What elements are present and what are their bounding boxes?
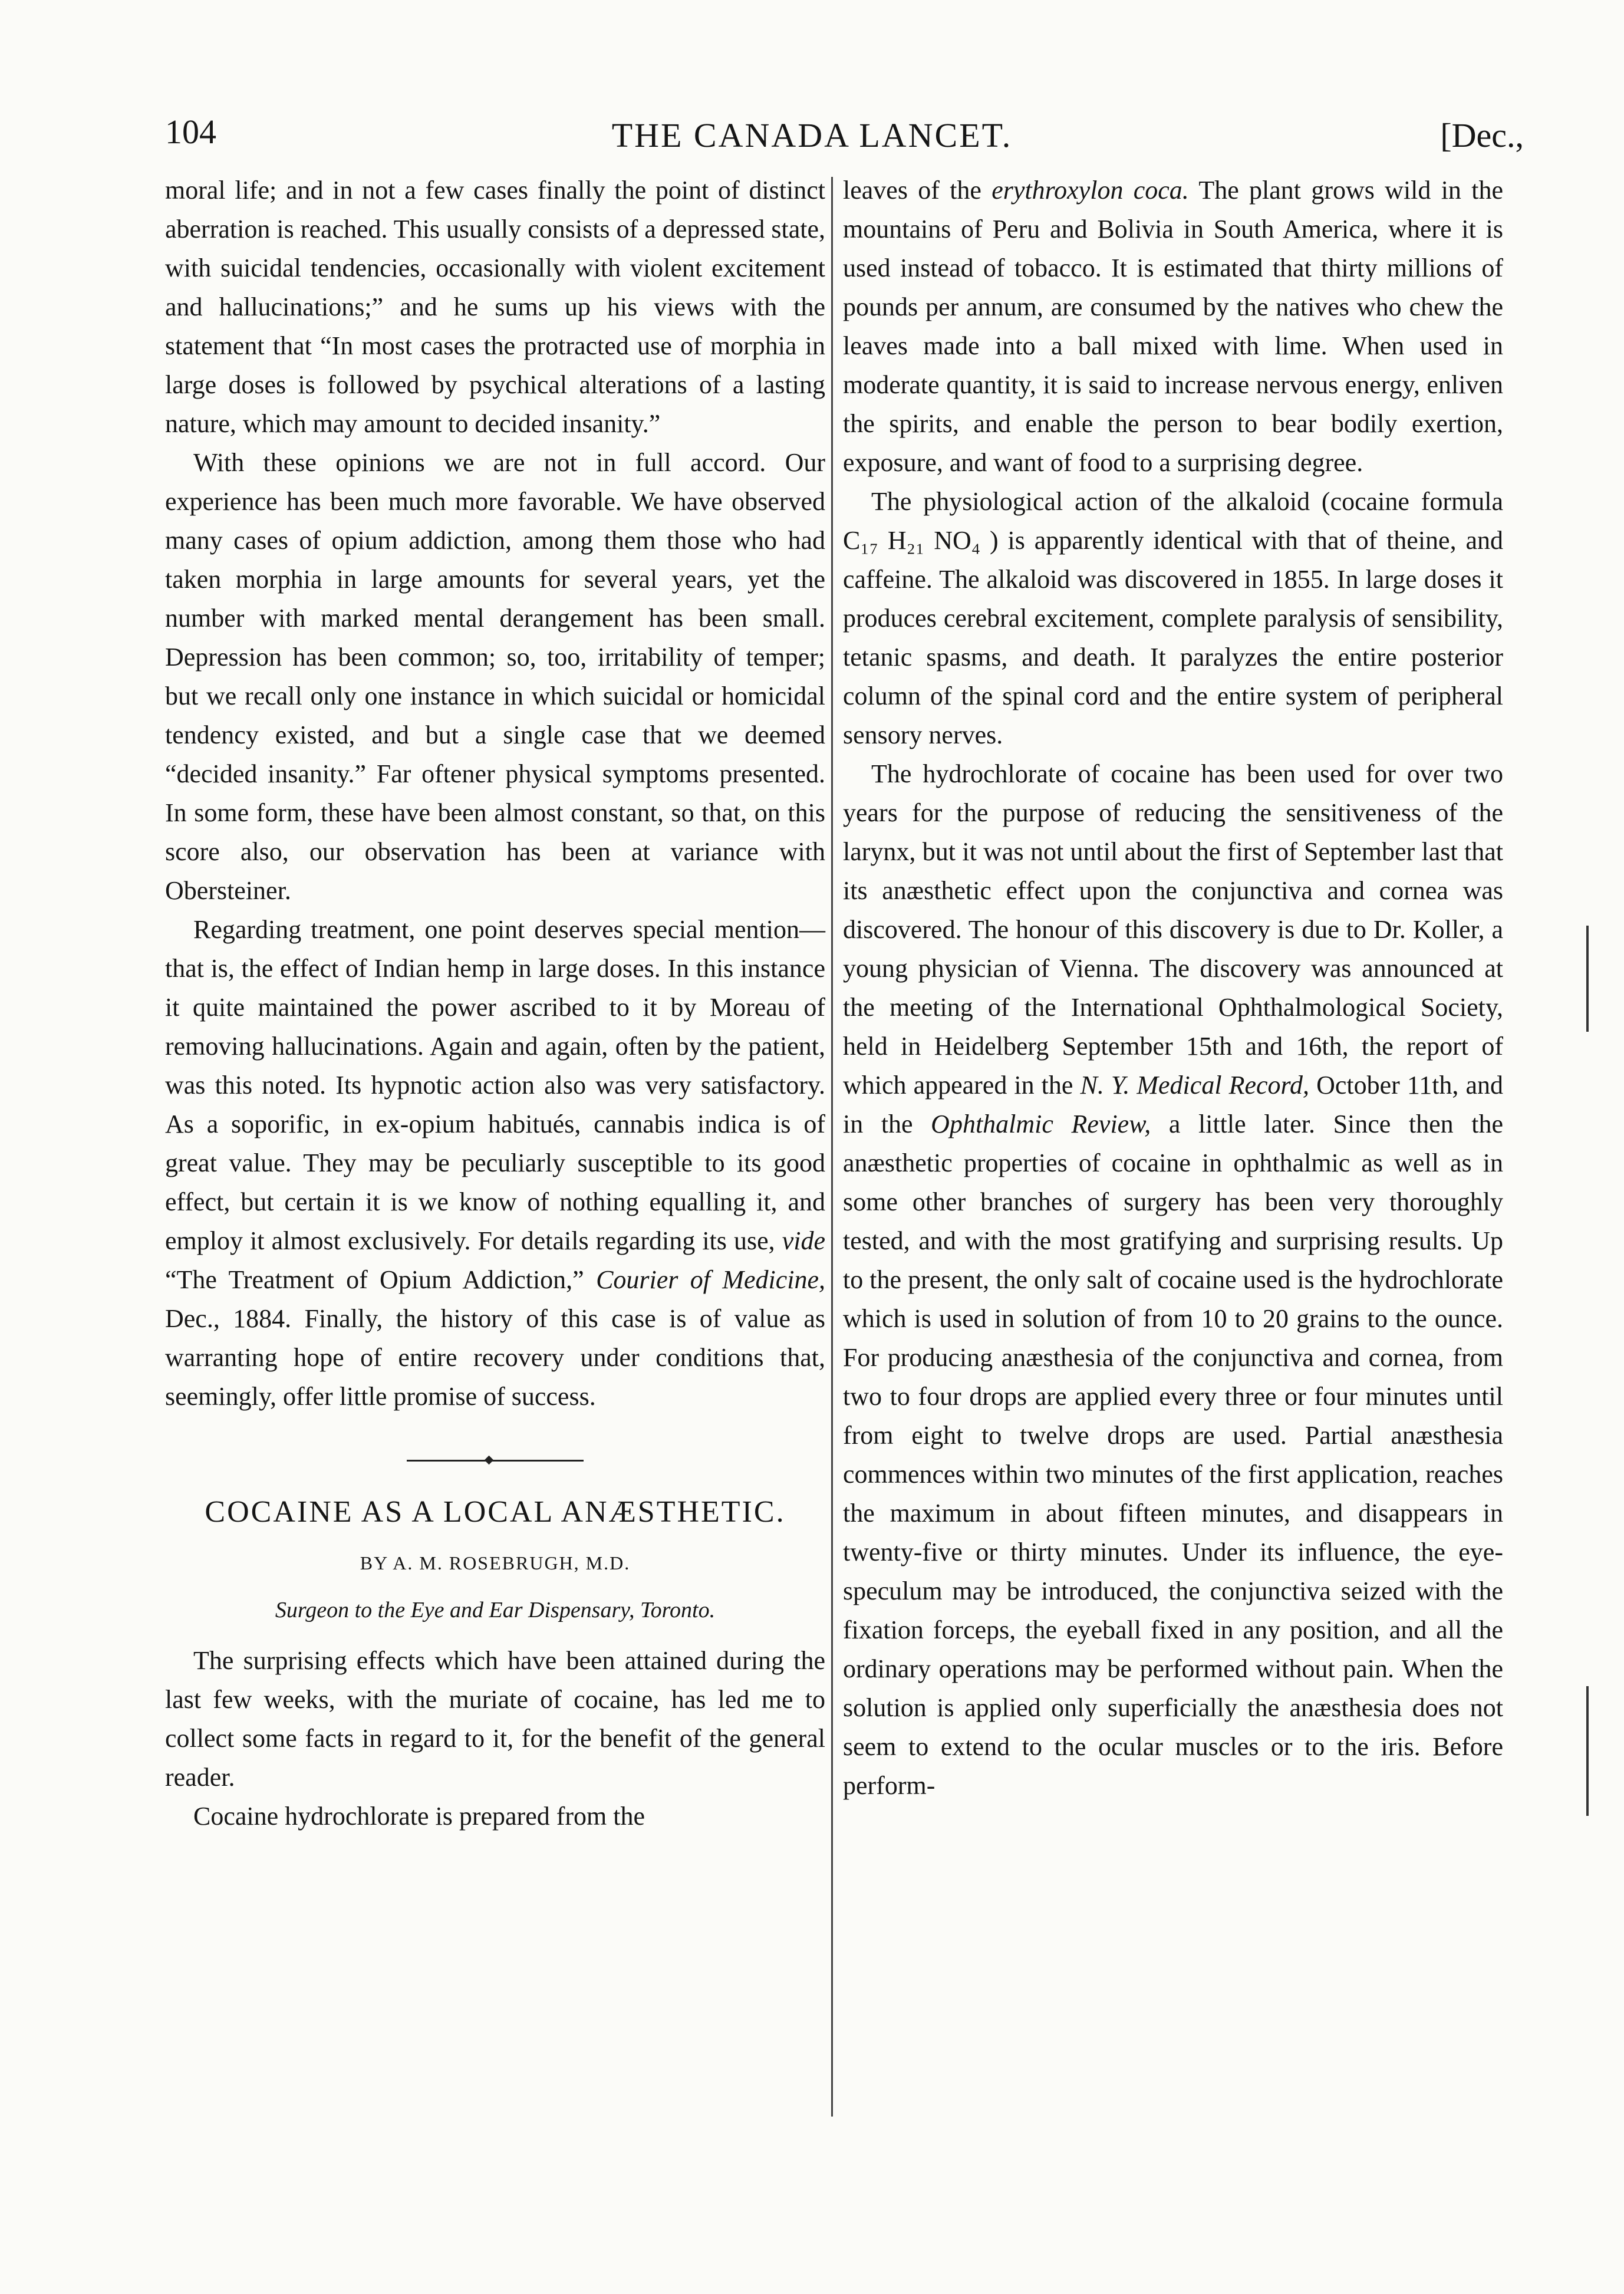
article-title: COCAINE AS A LOCAL ANÆSTHETIC. xyxy=(205,1495,786,1529)
left-column xyxy=(165,171,825,1836)
margin-mark xyxy=(1586,1686,1589,1816)
page-number: 104 xyxy=(165,113,216,151)
emphasis-journal: N. Y. Medical Record, xyxy=(1080,1071,1310,1100)
paragraph: moral life; and in not a few cases finally the point of distinct aberration is reached. This usually consists of a depressed state, with suicidal tendencies, occasionally with violent excitement and hallucinations;” and he sums up his views with the statement that “In most cases the protracted use of morphia in large doses is followed by psychical alterations of a lasting nature, which may amount to decided insanity.” xyxy=(165,176,825,438)
section-divider xyxy=(407,1457,584,1463)
right-column xyxy=(843,171,1503,1805)
paragraph: leaves of the erythroxylon coca. The plant grows wild in the mountains of Peru and Bolivia in South America, where it is used instead of tobacco. It is estimated that thirty millions of pounds per annum, are consumed by the natives who chew the leaves made into a ball mixed with lime. When used in moderate quantity, it is said to increase nervous energy, enliven the spirits, and enable the person to bear bodily exertion, exposure, and want of food to a surprising degree. xyxy=(843,176,1503,477)
paragraph: Regarding treatment, one point deserves special mention—that is, the effect of Indian hemp in large doses. In this instance it quite maintained the power ascribed to it by Moreau of removing hallucinations. Again and again, often by the patient, was this noted. Its hypnotic action also was very satisfactory. As a soporific, in ex-opium habitués, cannabis indica is of great value. They may be peculiarly susceptible to its good effect, but certain it is we know of nothing equalling it, and employ it almost exclusively. For details regarding its use, vide “The Treatment of Opium Addiction,” Courier of Medicine, Dec., 1884. Finally, the history of this case is of value as warranting hope of entire recovery under conditions that, seemingly, offer little promise of success. xyxy=(165,915,826,1411)
emphasis-journal: Ophthalmic Review, xyxy=(931,1110,1151,1138)
paragraph: Cocaine hydrochlorate is prepared from the xyxy=(193,1802,645,1831)
issue-month: [Dec., xyxy=(1440,116,1524,154)
paragraph: With these opinions we are not in full accord. Our experience has been much more favorable. We have observed many cases of opium addiction, among them those who had taken morphia in large amounts for several years, yet the number with marked mental derangement has been small. Depression has been common; so, too, irritability of temper; but we recall only one instance in which suicidal or homicidal tendency existed, and but a single case that we deemed “decided insanity.” Far oftener physical symptoms presented. In some form, these have been almost constant, so that, on this score also, our observation has been at variance with Obersteiner. xyxy=(165,448,825,905)
emphasis-vide: vide xyxy=(782,1226,826,1255)
article-affiliation: Surgeon to the Eye and Ear Dispensary, Toronto. xyxy=(275,1598,716,1622)
paragraph: The surprising effects which have been attained during the last few weeks, with the muriate of cocaine, has led me to collect some facts in regard to it, for the benefit of the general reader. xyxy=(165,1646,825,1792)
emphasis-journal: Courier of Medicine, xyxy=(596,1265,826,1294)
journal-title: THE CANADA LANCET. xyxy=(611,116,1013,154)
paragraph: The physiological action of the alkaloid (cocaine formula C₁₇ H₂₁ NO₄ ) is apparently identical with that of theine, and caffeine. The alkaloid was discovered in 1855. In large doses it produces cerebral excitement, complete paralysis of sensibility, tetanic spasms, and death. It paralyzes the entire posterior column of the spinal cord and the entire system of peripheral sensory nerves. xyxy=(843,487,1503,749)
column-divider xyxy=(831,177,833,2117)
emphasis-plant: erythroxylon coca. xyxy=(991,176,1189,205)
page-header xyxy=(0,100,1624,165)
article-byline: BY A. M. ROSEBRUGH, M.D. xyxy=(360,1552,631,1574)
paragraph: The hydrochlorate of cocaine has been used for over two years for the purpose of reducing the sensitiveness of the larynx, but it was not until about the first of September last that its anæsthetic effect upon the conjunctiva and cornea was discovered. The honour of this discovery is due to Dr. Koller, a young physician of Vienna. The discovery was announced at the meeting of the International Ophthalmological Society, held in Heidelberg September 15th and 16th, the report of which appeared in the N. Y. Medical Record, October 11th, and in the Ophthalmic Review, a little later. Since then the anæsthetic properties of cocaine in ophthalmic as well as in some other branches of surgery has been very thoroughly tested, and with the most gratifying and surprising results. Up to the present, the only salt of cocaine used is the hydrochlorate which is used in solution of from 10 to 20 grains to the ounce. For producing anæsthesia of the conjunctiva and cornea, from two to four drops are applied every three or four minutes until from eight to twelve drops are used. Partial anæsthesia commences within two minutes of the first application, reaches the maximum in about fifteen minutes, and disappears in twenty-five or thirty minutes. Under its influence, the eye-speculum may be introduced, the conjunctiva seized with the fixation forceps, the eyeball fixed in any position, and all the ordinary operations may be performed without pain. When the solution is applied only superficially the anæsthesia does not seem to extend to the ocular muscles or to the iris. Before perform- xyxy=(843,759,1504,1800)
margin-mark xyxy=(1586,926,1589,1032)
